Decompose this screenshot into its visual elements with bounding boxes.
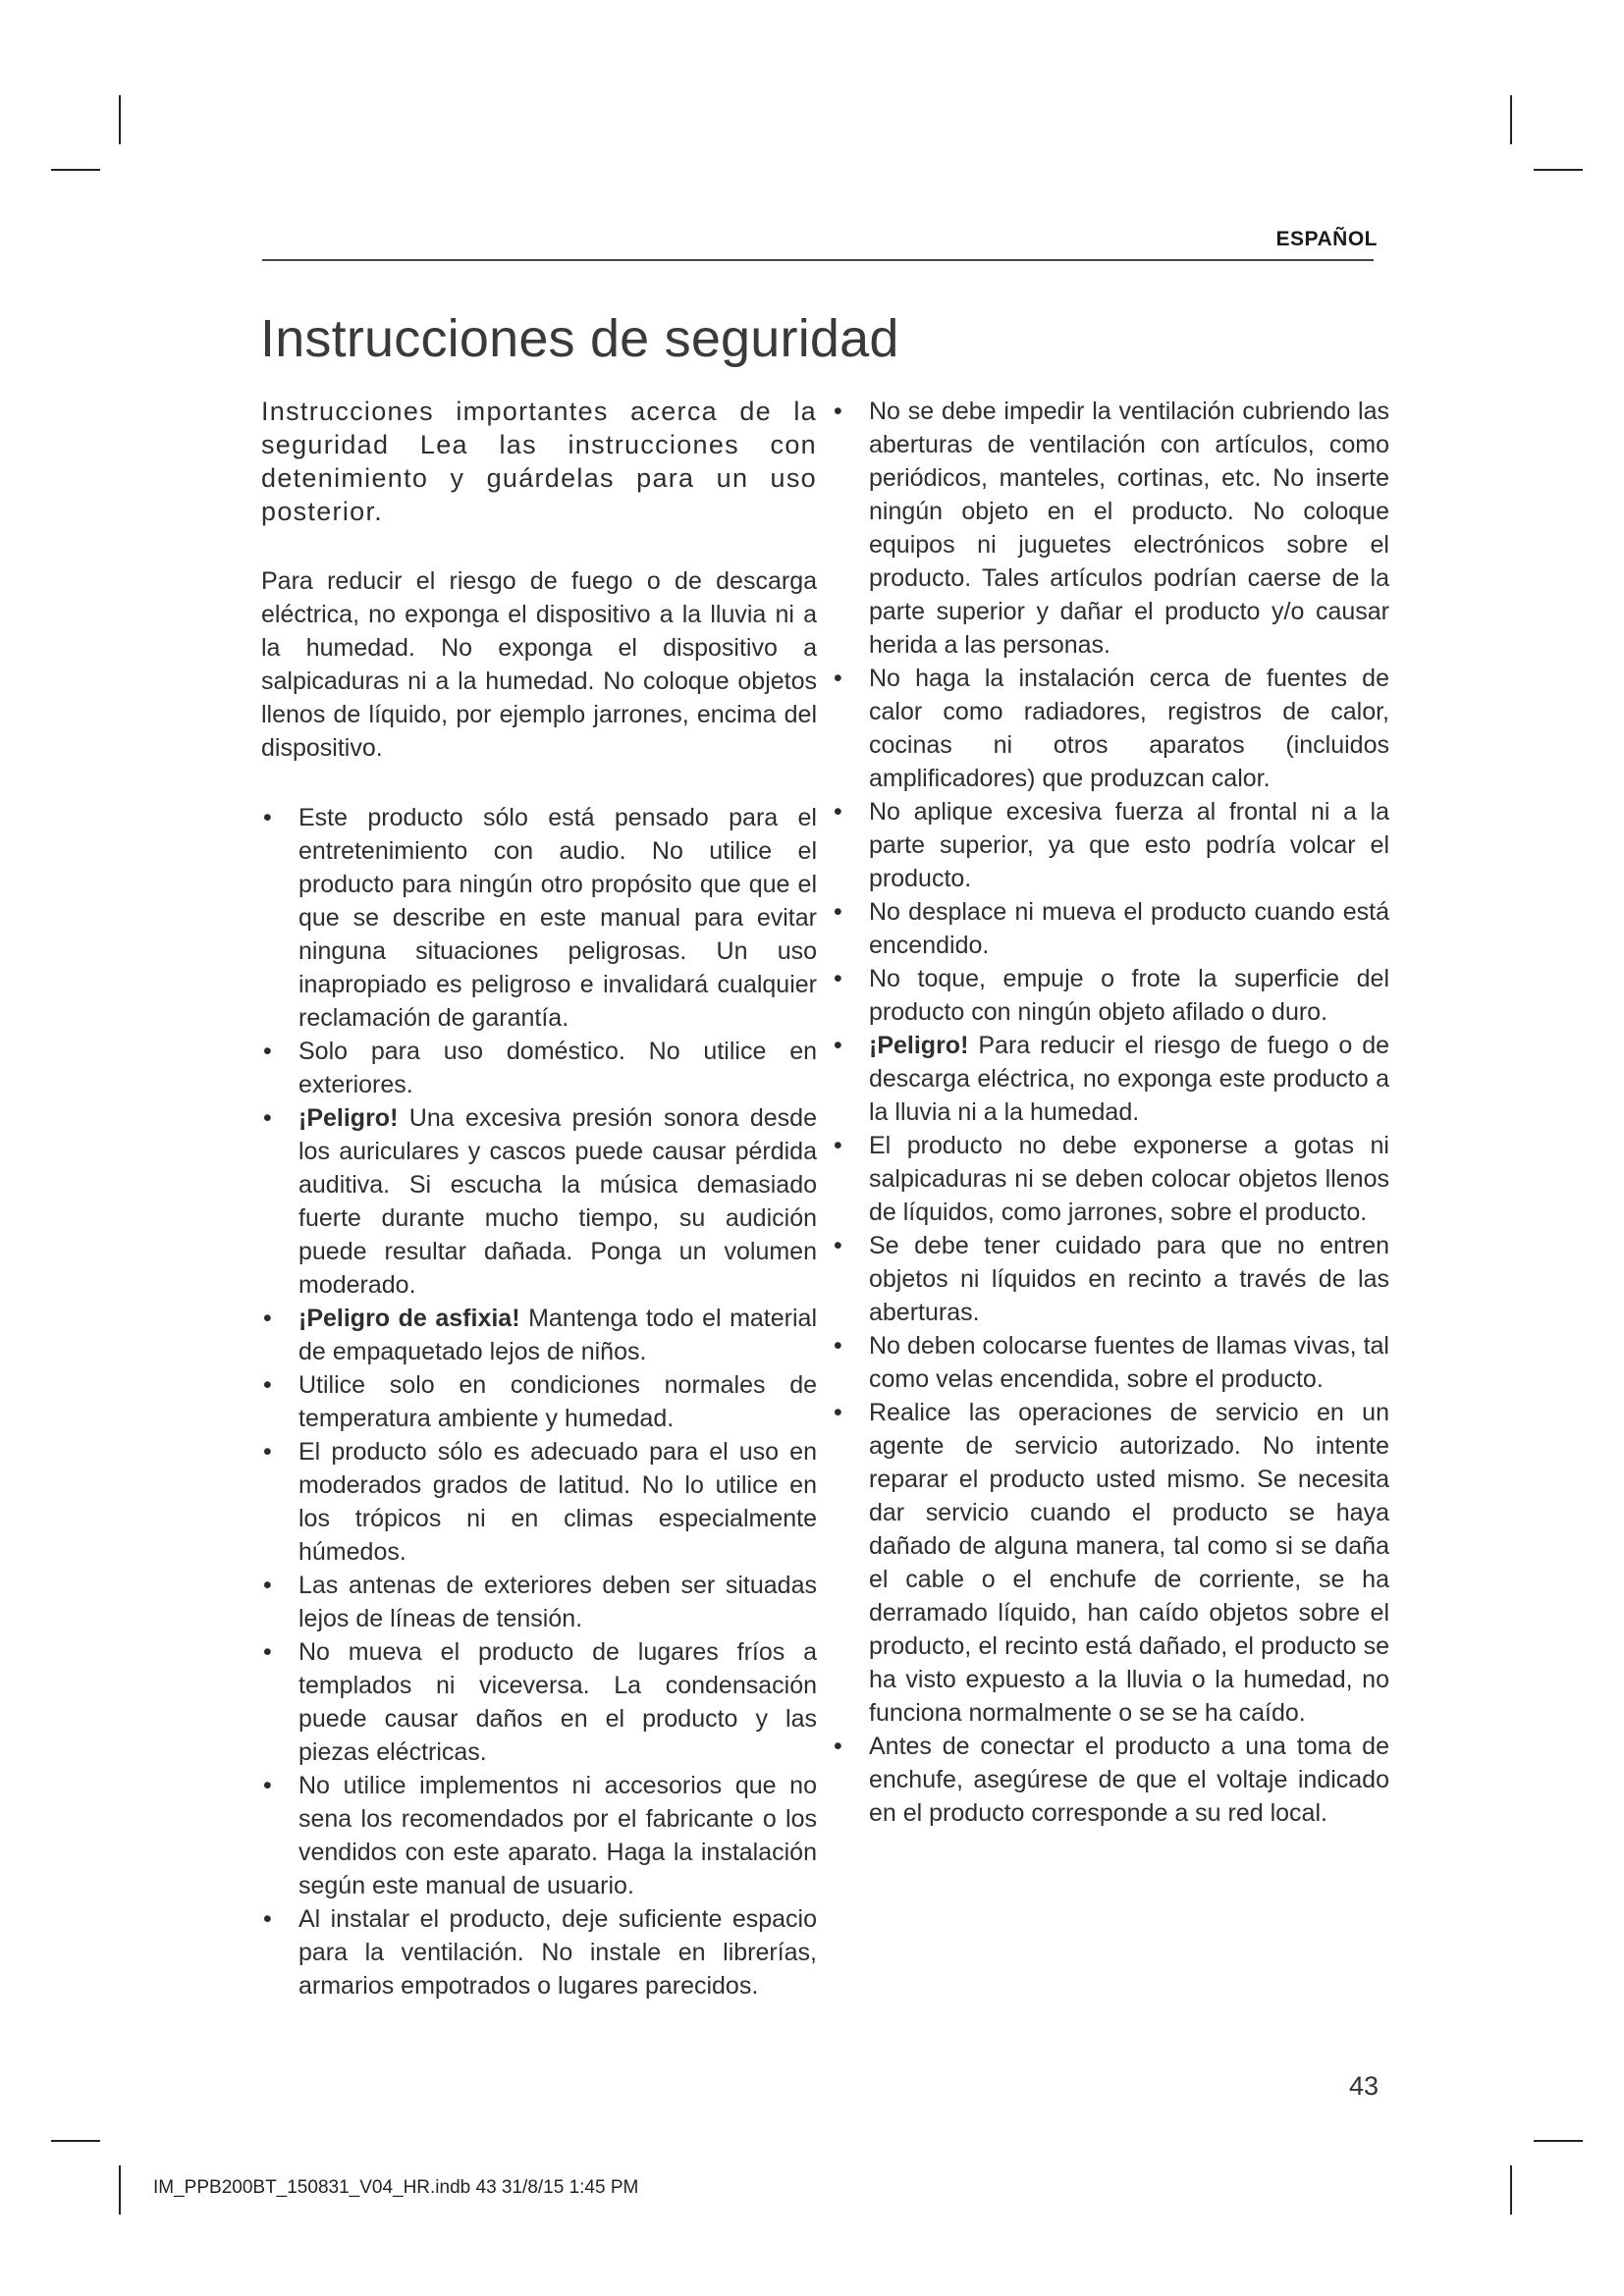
list-item bbox=[261, 1569, 817, 1635]
bullet-text: Este producto sólo está pensado para el entretenimiento con audio. No utilice el producto para ningún otro propósito que que el que se describe en este manual para evitar ninguna situaciones peligrosas. Un uso inapropiado es peligroso e invalidará cualquier reclamación de garantía. bbox=[298, 804, 817, 1032]
bullet-text: Las antenas de exteriores deben ser situadas lejos de líneas de tensión. bbox=[298, 1572, 817, 1632]
list-item bbox=[261, 1368, 817, 1435]
page-number: 43 bbox=[1348, 2071, 1379, 2101]
list-item bbox=[261, 1902, 817, 2002]
list-item bbox=[832, 395, 1389, 662]
bullet-text: Solo para uso doméstico. No utilice en exteriores. bbox=[298, 1038, 817, 1098]
list-item bbox=[261, 1101, 817, 1302]
bullet-text: Mantenga todo el material de empaquetado lejos de niños. bbox=[298, 1305, 817, 1365]
list-item bbox=[832, 1029, 1389, 1129]
crop-mark-top-right-horizontal bbox=[1534, 169, 1583, 171]
bullet-text: No haga la instalación cerca de fuentes de calor como radiadores, registros de calor, cocinas ni otros aparatos (incluidos amplificadores) que produzcan calor. bbox=[869, 665, 1389, 792]
list-item bbox=[832, 895, 1389, 962]
crop-mark-bottom-left-vertical bbox=[119, 2165, 121, 2215]
language-label: ESPAÑOL bbox=[1275, 228, 1378, 250]
bullet-text: El producto no debe exponerse a gotas ni salpicaduras ni se deben colocar objetos llenos de líquidos, como jarrones, sobre el producto. bbox=[869, 1132, 1389, 1226]
list-item bbox=[832, 1396, 1389, 1730]
crop-mark-top-right-vertical bbox=[1510, 95, 1512, 144]
bullet-text: No toque, empuje o frote la superficie del producto con ningún objeto afilado o duro. bbox=[869, 965, 1389, 1026]
list-item bbox=[261, 1302, 817, 1368]
list-item bbox=[832, 962, 1389, 1029]
list-item bbox=[261, 1769, 817, 1902]
warning-paragraph: Para reducir el riesgo de fuego o de descarga eléctrica, no exponga el dispositivo a la lluvia ni a la humedad. No exponga el dispositivo a salpicaduras ni a la humedad. No coloque objetos llenos de líquido, por ejemplo jarrones, encima del dispositivo. bbox=[261, 567, 817, 762]
bullet-lead: ¡Peligro! bbox=[298, 1104, 399, 1132]
bullet-text: Para reducir el riesgo de fuego o de descarga eléctrica, no exponga este producto a la lluvia ni a la humedad. bbox=[869, 1032, 1389, 1126]
left-bullet-list bbox=[261, 801, 817, 2002]
bullet-text: No aplique excesiva fuerza al frontal ni a la parte superior, ya que esto podría volcar el producto. bbox=[869, 798, 1389, 892]
bullet-text: No desplace ni mueva el producto cuando está encendido. bbox=[869, 898, 1389, 959]
bullet-text: No se debe impedir la ventilación cubriendo las aberturas de ventilación con artículos, como periódicos, manteles, cortinas, etc. No inserte ningún objeto en el producto. No coloque equipos ni juguetes electrónicos sobre el producto. Tales artículos podrían caerse de la parte superior y dañar el producto y/o causar herida a las personas. bbox=[869, 398, 1389, 659]
page-title: Instrucciones de seguridad bbox=[260, 309, 899, 368]
list-item bbox=[261, 1435, 817, 1569]
crop-mark-bottom-right-horizontal bbox=[1534, 2140, 1583, 2142]
list-item bbox=[261, 801, 817, 1035]
bullet-text: No deben colocarse fuentes de llamas vivas, tal como velas encendida, sobre el producto. bbox=[869, 1332, 1389, 1393]
list-item bbox=[832, 1229, 1389, 1329]
crop-mark-bottom-left-horizontal bbox=[51, 2140, 100, 2142]
print-slug: IM_PPB200BT_150831_V04_HR.indb 43 31/8/15 1:45 PM bbox=[153, 2177, 639, 2198]
bullet-lead: ¡Peligro de asfixia! bbox=[298, 1305, 520, 1332]
crop-mark-top-left-vertical bbox=[119, 95, 121, 144]
crop-mark-top-left-horizontal bbox=[51, 169, 100, 171]
bullet-lead: ¡Peligro! bbox=[869, 1032, 969, 1059]
bullet-text: Se debe tener cuidado para que no entren objetos ni líquidos en recinto a través de las aberturas. bbox=[869, 1232, 1389, 1326]
list-item bbox=[832, 1730, 1389, 1830]
list-item bbox=[261, 1035, 817, 1101]
bullet-text: No utilice implementos ni accesorios que no sena los recomendados por el fabricante o los vendidos con este aparato. Haga la instalación según este manual de usuario. bbox=[298, 1772, 817, 1899]
intro-paragraph: Instrucciones importantes acerca de la seguridad Lea las instrucciones con detenimiento y guárdelas para un uso posterior. bbox=[261, 397, 817, 526]
bullet-text: Utilice solo en condiciones normales de temperatura ambiente y humedad. bbox=[298, 1371, 817, 1432]
right-column bbox=[832, 395, 1389, 1830]
right-bullet-list bbox=[832, 395, 1389, 1830]
list-item bbox=[832, 1329, 1389, 1396]
header-rule bbox=[262, 259, 1374, 261]
list-item bbox=[832, 662, 1389, 795]
left-column bbox=[261, 395, 817, 2002]
bullet-text: No mueva el producto de lugares fríos a templados ni viceversa. La condensación puede causar daños en el producto y las piezas eléctricas. bbox=[298, 1638, 817, 1766]
list-item bbox=[832, 1129, 1389, 1229]
bullet-text: Al instalar el producto, deje suficiente espacio para la ventilación. No instale en librerías, armarios empotrados o lugares parecidos. bbox=[298, 1905, 817, 2000]
bullet-text: El producto sólo es adecuado para el uso en moderados grados de latitud. No lo utilice en los trópicos ni en climas especialmente húmedos. bbox=[298, 1438, 817, 1566]
bullet-text: Una excesiva presión sonora desde los auriculares y cascos puede causar pérdida auditiva. Si escucha la música demasiado fuerte durante mucho tiempo, su audición puede resultar dañada. Ponga un volumen moderado. bbox=[298, 1104, 817, 1299]
bullet-text: Realice las operaciones de servicio en un agente de servicio autorizado. No intente reparar el producto usted mismo. Se necesita dar servicio cuando el producto se haya dañado de alguna manera, tal como si se daña el cable o el enchufe de corriente, se ha derramado líquido, han caído objetos sobre el producto, el recinto está dañado, el producto se ha visto expuesto a la lluvia o la humedad, no funciona normalmente o se se ha caído. bbox=[869, 1399, 1389, 1727]
crop-mark-bottom-right-vertical bbox=[1510, 2165, 1512, 2215]
bullet-text: Antes de conectar el producto a una toma de enchufe, asegúrese de que el voltaje indicado en el producto corresponde a su red local. bbox=[869, 1733, 1389, 1827]
list-item bbox=[261, 1635, 817, 1769]
list-item bbox=[832, 795, 1389, 895]
